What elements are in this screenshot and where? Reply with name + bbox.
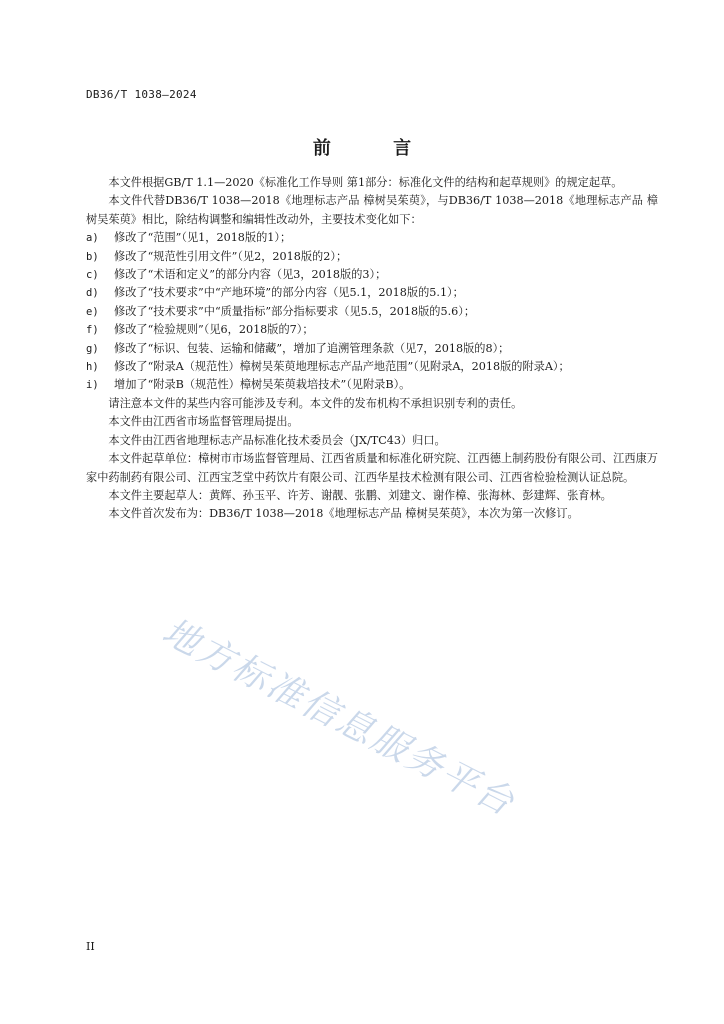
list-item-text: 修改了“检验规则”（见6，2018版的7）；: [114, 323, 314, 337]
paragraph-committee: 本文件由江西省地理标志产品标准化技术委员会（JX/TC43）归口。: [108, 433, 446, 447]
list-item-text: 修改了“附录A（规范性）樟树吴茱萸地理标志产品产地范围”（见附录A，2018版的附录A）；: [114, 360, 570, 374]
list-marker: d): [86, 287, 99, 300]
list-item-text: 修改了“标识、包装、运输和储藏”，增加了追溯管理条款（见7，2018版的8）；: [114, 341, 510, 355]
list-item-text: 增加了“附录B（规范性）樟树吴茱萸栽培技术”（见附录B）。: [114, 378, 411, 392]
list-item-text: 修改了“术语和定义”的部分内容（见3，2018版的3）；: [114, 268, 387, 282]
list-marker: b): [86, 250, 99, 263]
page-number: II: [86, 940, 95, 953]
paragraph-first-issue: 本文件首次发布为：DB36/T 1038—2018《地理标志产品 樟树吴茱萸》，本次为第一次修订。: [108, 507, 579, 521]
change-item-d: [86, 284, 658, 302]
document-code: DB36/T 1038—2024: [86, 88, 197, 101]
change-item-a: [86, 229, 658, 247]
list-marker: i): [86, 379, 99, 392]
paragraph-drafting-rules: 本文件根据GB/T 1.1—2020《标准化工作导则 第1部分：标准化文件的结构和起草规则》的规定起草。: [108, 176, 623, 189]
list-item-text: 修改了“技术要求”中“产地环境”的部分内容（见5.1，2018版的5.1）；: [114, 286, 464, 300]
section-title: 前 言: [312, 138, 440, 159]
watermark-text: 地方标准信息服务平台: [155, 611, 522, 825]
foreword-body: [86, 174, 658, 524]
paragraph-replacement: 本文件代替DB36/T 1038—2018《地理标志产品 樟树吴茱萸》，与DB36/T 1038—2018《地理标志产品 樟树吴茱萸》相比，除结构调整和编辑性改动外，主要技术变化如下：: [86, 194, 658, 226]
list-marker: a): [86, 232, 99, 245]
change-item-c: [86, 266, 658, 284]
change-item-h: [86, 358, 658, 376]
change-item-g: [86, 340, 658, 358]
change-item-e: [86, 303, 658, 321]
list-marker: g): [86, 342, 99, 355]
paragraph-drafters: 本文件主要起草人：黄辉、孙玉平、许芳、谢靓、张鹏、刘建文、谢作樟、张海林、彭建辉、张育林。: [108, 488, 612, 502]
list-item-text: 修改了“范围”（见1，2018版的1）；: [114, 231, 292, 245]
list-marker: c): [86, 269, 99, 282]
change-item-i: [86, 376, 658, 394]
list-item-text: 修改了“规范性引用文件”（见2，2018版的2）；: [114, 249, 348, 263]
list-marker: h): [86, 361, 99, 374]
change-item-f: [86, 321, 658, 339]
list-marker: e): [86, 305, 99, 318]
change-item-b: [86, 248, 658, 266]
paragraph-patent-notice: 请注意本文件的某些内容可能涉及专利。本文件的发布机构不承担识别专利的责任。: [108, 396, 523, 410]
paragraph-drafting-units: 本文件起草单位：樟树市市场监督管理局、江西省质量和标准化研究院、江西德上制药股份有限公司、江西康万家中药制药有限公司、江西宝芝堂中药饮片有限公司、江西华星技术检测有限公司、江西省检验检测认证总院。: [86, 452, 658, 484]
paragraph-proposer: 本文件由江西省市场监督管理局提出。: [108, 415, 299, 429]
list-marker: f): [86, 324, 99, 337]
list-item-text: 修改了“技术要求”中“质量指标”部分指标要求（见5.5，2018版的5.6）；: [114, 304, 476, 318]
